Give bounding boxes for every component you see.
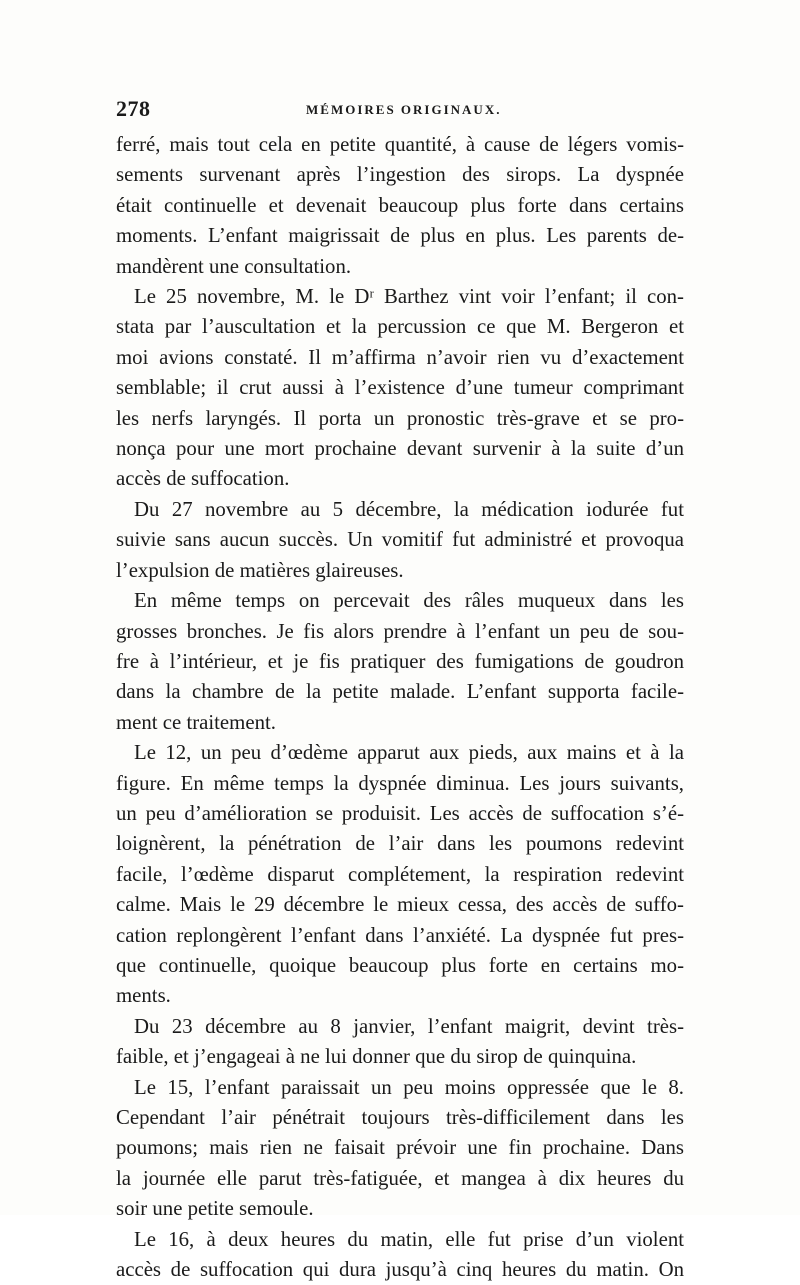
paragraph — [116, 586, 684, 738]
text-line: nonça pour une mort prochaine devant survenir à la suite d’un — [116, 437, 684, 461]
text-line: fre à l’intérieur, et je fis pratiquer des fumigations de goudron — [116, 649, 684, 673]
text-line: cation replongèrent l’enfant dans l’anxiété. La dyspnée fut pres- — [116, 923, 684, 947]
text-line: grosses bronches. Je fis alors prendre à l’enfant un peu de sou- — [116, 619, 684, 643]
text-line: ferré, mais tout cela en petite quantité, à cause de légers vomis- — [116, 133, 684, 156]
text-line: loignèrent, la pénétration de l’air dans les poumons redevint — [116, 832, 684, 856]
text-line: En même temps on percevait des râles muqueux dans les — [134, 589, 684, 613]
text-line: soir une petite semoule. — [116, 1197, 314, 1221]
text-line: dans la chambre de la petite malade. L’enfant supporta facile- — [116, 680, 684, 704]
paragraph — [116, 282, 684, 495]
text-line: accès de suffocation. — [116, 467, 290, 491]
text-line: Cependant l’air pénétrait toujours très-difficilement dans les — [116, 1106, 684, 1129]
text-line: Du 23 décembre au 8 janvier, l’enfant maigrit, devint très- — [134, 1014, 684, 1038]
text-line: Du 27 novembre au 5 décembre, la médication iodurée fut — [134, 497, 684, 521]
running-title: MÉMOIRES ORIGINAUX. — [306, 102, 502, 117]
text-line: Le 25 novembre, M. le Dʳ Barthez vint voir l’enfant; il con- — [134, 285, 684, 309]
text-line: les nerfs laryngés. Il porta un pronostic très-grave et se pro- — [116, 406, 684, 430]
text-line: facile, l’œdème disparut complétement, la respiration redevint — [116, 862, 684, 886]
running-head — [116, 96, 684, 126]
paragraph — [116, 1225, 684, 1285]
body-text — [116, 130, 684, 1285]
paragraph — [116, 495, 684, 586]
text-line: ments. — [116, 984, 171, 1008]
text-line: figure. En même temps la dyspnée diminua. Les jours suivants, — [116, 771, 684, 795]
text-line: l’expulsion de matières glaireuses. — [116, 558, 404, 582]
text-line: était continuelle et devenait beaucoup plus forte dans certains — [116, 193, 684, 217]
text-line: calme. Mais le 29 décembre le mieux cessa, des accès de suffo- — [116, 893, 684, 917]
text-line: Le 16, à deux heures du matin, elle fut prise d’un violent — [134, 1227, 684, 1251]
text-line: moments. L’enfant maigrissait de plus en plus. Les parents de- — [116, 224, 684, 248]
text-line: un peu d’amélioration se produisit. Les accès de suffocation s’é- — [116, 801, 684, 825]
text-line: moi avions constaté. Il m’affirma n’avoir rien vu d’exactement — [116, 345, 684, 369]
text-line: la journée elle parut très-fatiguée, et mangea à dix heures du — [116, 1166, 684, 1190]
text-line: mandèrent une consultation. — [116, 254, 352, 278]
text-line: sements survenant après l’ingestion des sirops. La dyspnée — [116, 163, 684, 187]
text-line: suivie sans aucun succès. Un vomitif fut administré et provoqua — [116, 528, 684, 552]
paragraph — [116, 1012, 684, 1073]
text-line: stata par l’auscultation et la percussion ce que M. Bergeron et — [116, 315, 684, 339]
text-line: faible, et j’engageai à ne lui donner que du sirop de quinquina. — [116, 1045, 637, 1069]
text-line: poumons; mais rien ne faisait prévoir une fin prochaine. Dans — [116, 1136, 684, 1160]
text-line: Le 12, un peu d’œdème apparut aux pieds, aux mains et à la — [134, 741, 684, 765]
text-line: Le 15, l’enfant paraissait un peu moins oppressée que le 8. — [134, 1075, 684, 1099]
paragraph — [116, 1073, 684, 1225]
text-line: que continuelle, quoique beaucoup plus forte en certains mo- — [116, 953, 684, 977]
paragraph — [116, 738, 684, 1012]
page-number: 278 — [116, 96, 151, 121]
paragraph — [116, 130, 684, 282]
text-line: ment ce traitement. — [116, 710, 276, 734]
text-line: semblable; il crut aussi à l’existence d’une tumeur comprimant — [116, 376, 684, 400]
text-line: accès de suffocation qui dura jusqu’à cinq heures du matin. On — [116, 1258, 684, 1282]
